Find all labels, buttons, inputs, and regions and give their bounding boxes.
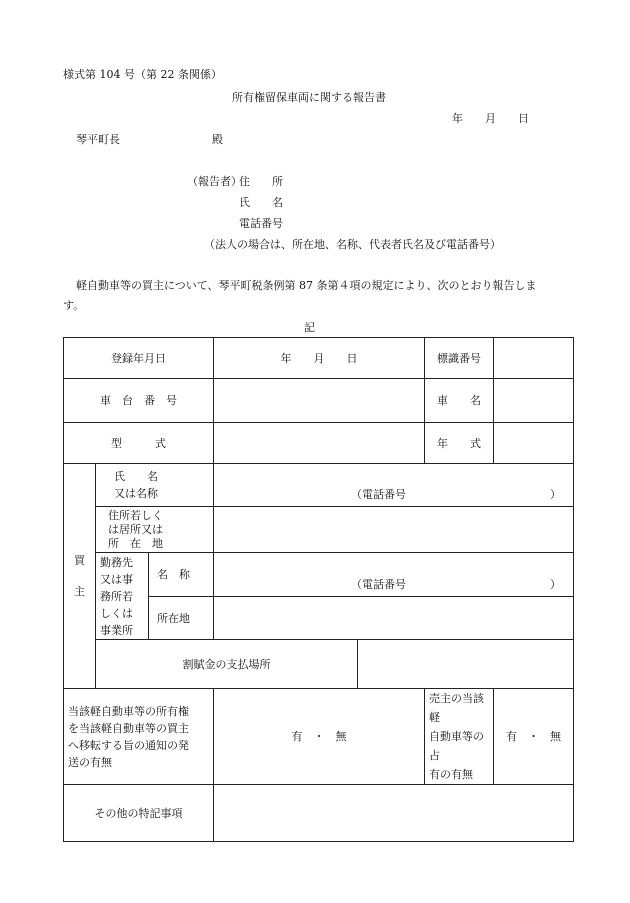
corporate-note: （法人の場合は、所在地、名称、代表者氏名及び電話番号） xyxy=(204,238,501,251)
buyer-phone-open: （電話番号 xyxy=(351,488,407,501)
reporter-phone-label: 電話番号 xyxy=(239,217,283,230)
notice-line4: 送の有無 xyxy=(68,755,112,769)
notice-line1: 当該軽自動車等の所有権 xyxy=(68,704,189,718)
model-label: 型 式 xyxy=(64,423,214,464)
workplace-location-field[interactable] xyxy=(214,597,574,640)
installment-payment-label: 割賦金の支払場所 xyxy=(96,640,358,689)
model-year-field[interactable] xyxy=(494,423,574,464)
seller-line3: 有の有無 xyxy=(429,768,474,781)
buyer-address-field[interactable] xyxy=(214,507,574,553)
notice-line3: へ移転する旨の通知の発 xyxy=(68,738,189,752)
addressee: 琴平町長 xyxy=(76,133,120,146)
model-field[interactable] xyxy=(214,423,425,464)
document-title: 所有権留保車両に関する報告書 xyxy=(232,91,386,104)
workplace-line3: 務所若 xyxy=(100,589,133,603)
buyer-address-line2: は居所又は xyxy=(108,522,163,536)
notice-yes-no: 有 ・ 無 xyxy=(291,730,347,743)
buyer-label-top: 買 xyxy=(74,554,85,567)
buyer-address-label xyxy=(96,507,214,553)
table-row xyxy=(64,338,574,379)
table-row xyxy=(64,464,574,507)
buyer-label-bottom: 主 xyxy=(74,585,85,598)
buyer-name-label xyxy=(96,464,214,507)
installment-payment-field[interactable] xyxy=(358,640,574,689)
buyer-name-field[interactable] xyxy=(214,464,574,507)
table-row xyxy=(64,640,574,689)
workplace-location-label: 所在地 xyxy=(149,597,214,640)
other-notes-label: その他の特記事項 xyxy=(64,785,214,842)
reporter-name-label: 氏 名 xyxy=(239,196,283,209)
report-form-table xyxy=(63,337,574,842)
seller-possession-label xyxy=(425,689,494,785)
reporter-address-label: 住 所 xyxy=(239,175,283,188)
registration-date-placeholder: 年 月 日 xyxy=(280,351,358,365)
model-year-label: 年 式 xyxy=(425,423,494,464)
chassis-number-field[interactable] xyxy=(214,379,425,423)
body-text-line2: す。 xyxy=(63,299,85,312)
notice-line2: を当該軽自動車等の買主 xyxy=(68,721,189,735)
table-row xyxy=(64,553,574,597)
seller-yes-no: 有 ・ 無 xyxy=(506,730,562,743)
buyer-address-line1: 住所若しく xyxy=(108,508,163,522)
buyer-label xyxy=(64,464,96,689)
plate-number-field[interactable] xyxy=(494,338,574,379)
car-name-label: 車 名 xyxy=(425,379,494,423)
seller-yes-no-field[interactable] xyxy=(494,689,574,785)
report-date: 年 月 日 xyxy=(452,112,529,125)
workplace-phone-open: （電話番号 xyxy=(351,578,407,591)
chassis-number-label: 車 台 番 号 xyxy=(64,379,214,423)
car-name-field[interactable] xyxy=(494,379,574,423)
notice-label xyxy=(64,689,214,785)
workplace-name-label: 名 称 xyxy=(149,553,214,597)
table-row xyxy=(64,507,574,553)
buyer-name-line1: 氏 名 xyxy=(114,470,158,483)
table-row xyxy=(64,423,574,464)
workplace-phone-close: ） xyxy=(550,578,562,591)
buyer-address-line3: 所 在 地 xyxy=(108,536,163,550)
other-notes-field[interactable] xyxy=(214,785,574,842)
notice-yes-no-field[interactable] xyxy=(214,689,425,785)
buyer-name-line2: 又は名称 xyxy=(114,487,158,500)
registration-date-label: 登録年月日 xyxy=(64,338,214,379)
seller-line1: 売主の当該軽 xyxy=(429,692,485,724)
buyer-phone-close: ） xyxy=(550,488,562,501)
workplace-line1: 勤務先 xyxy=(100,555,133,569)
seller-line2: 自動車等の占 xyxy=(429,730,485,762)
workplace-label xyxy=(96,553,149,640)
workplace-line5: 事業所 xyxy=(100,623,133,637)
form-number: 様式第 104 号（第 22 条関係） xyxy=(63,68,222,81)
workplace-line2: 又は事 xyxy=(100,572,133,586)
plate-number-label: 標識番号 xyxy=(425,338,494,379)
table-row xyxy=(64,785,574,842)
workplace-name-field[interactable] xyxy=(214,553,574,597)
body-text-line1: 軽自動車等の買主について、琴平町税条例第 87 条第４項の規定により、次のとおり報告しま xyxy=(76,279,537,292)
ki-heading: 記 xyxy=(304,321,315,334)
table-row xyxy=(64,689,574,785)
registration-date-field[interactable] xyxy=(214,338,425,379)
table-row xyxy=(64,379,574,423)
reporter-label: （報告者） xyxy=(187,175,242,188)
honorific: 殿 xyxy=(212,133,223,146)
workplace-line4: しくは xyxy=(100,606,133,620)
